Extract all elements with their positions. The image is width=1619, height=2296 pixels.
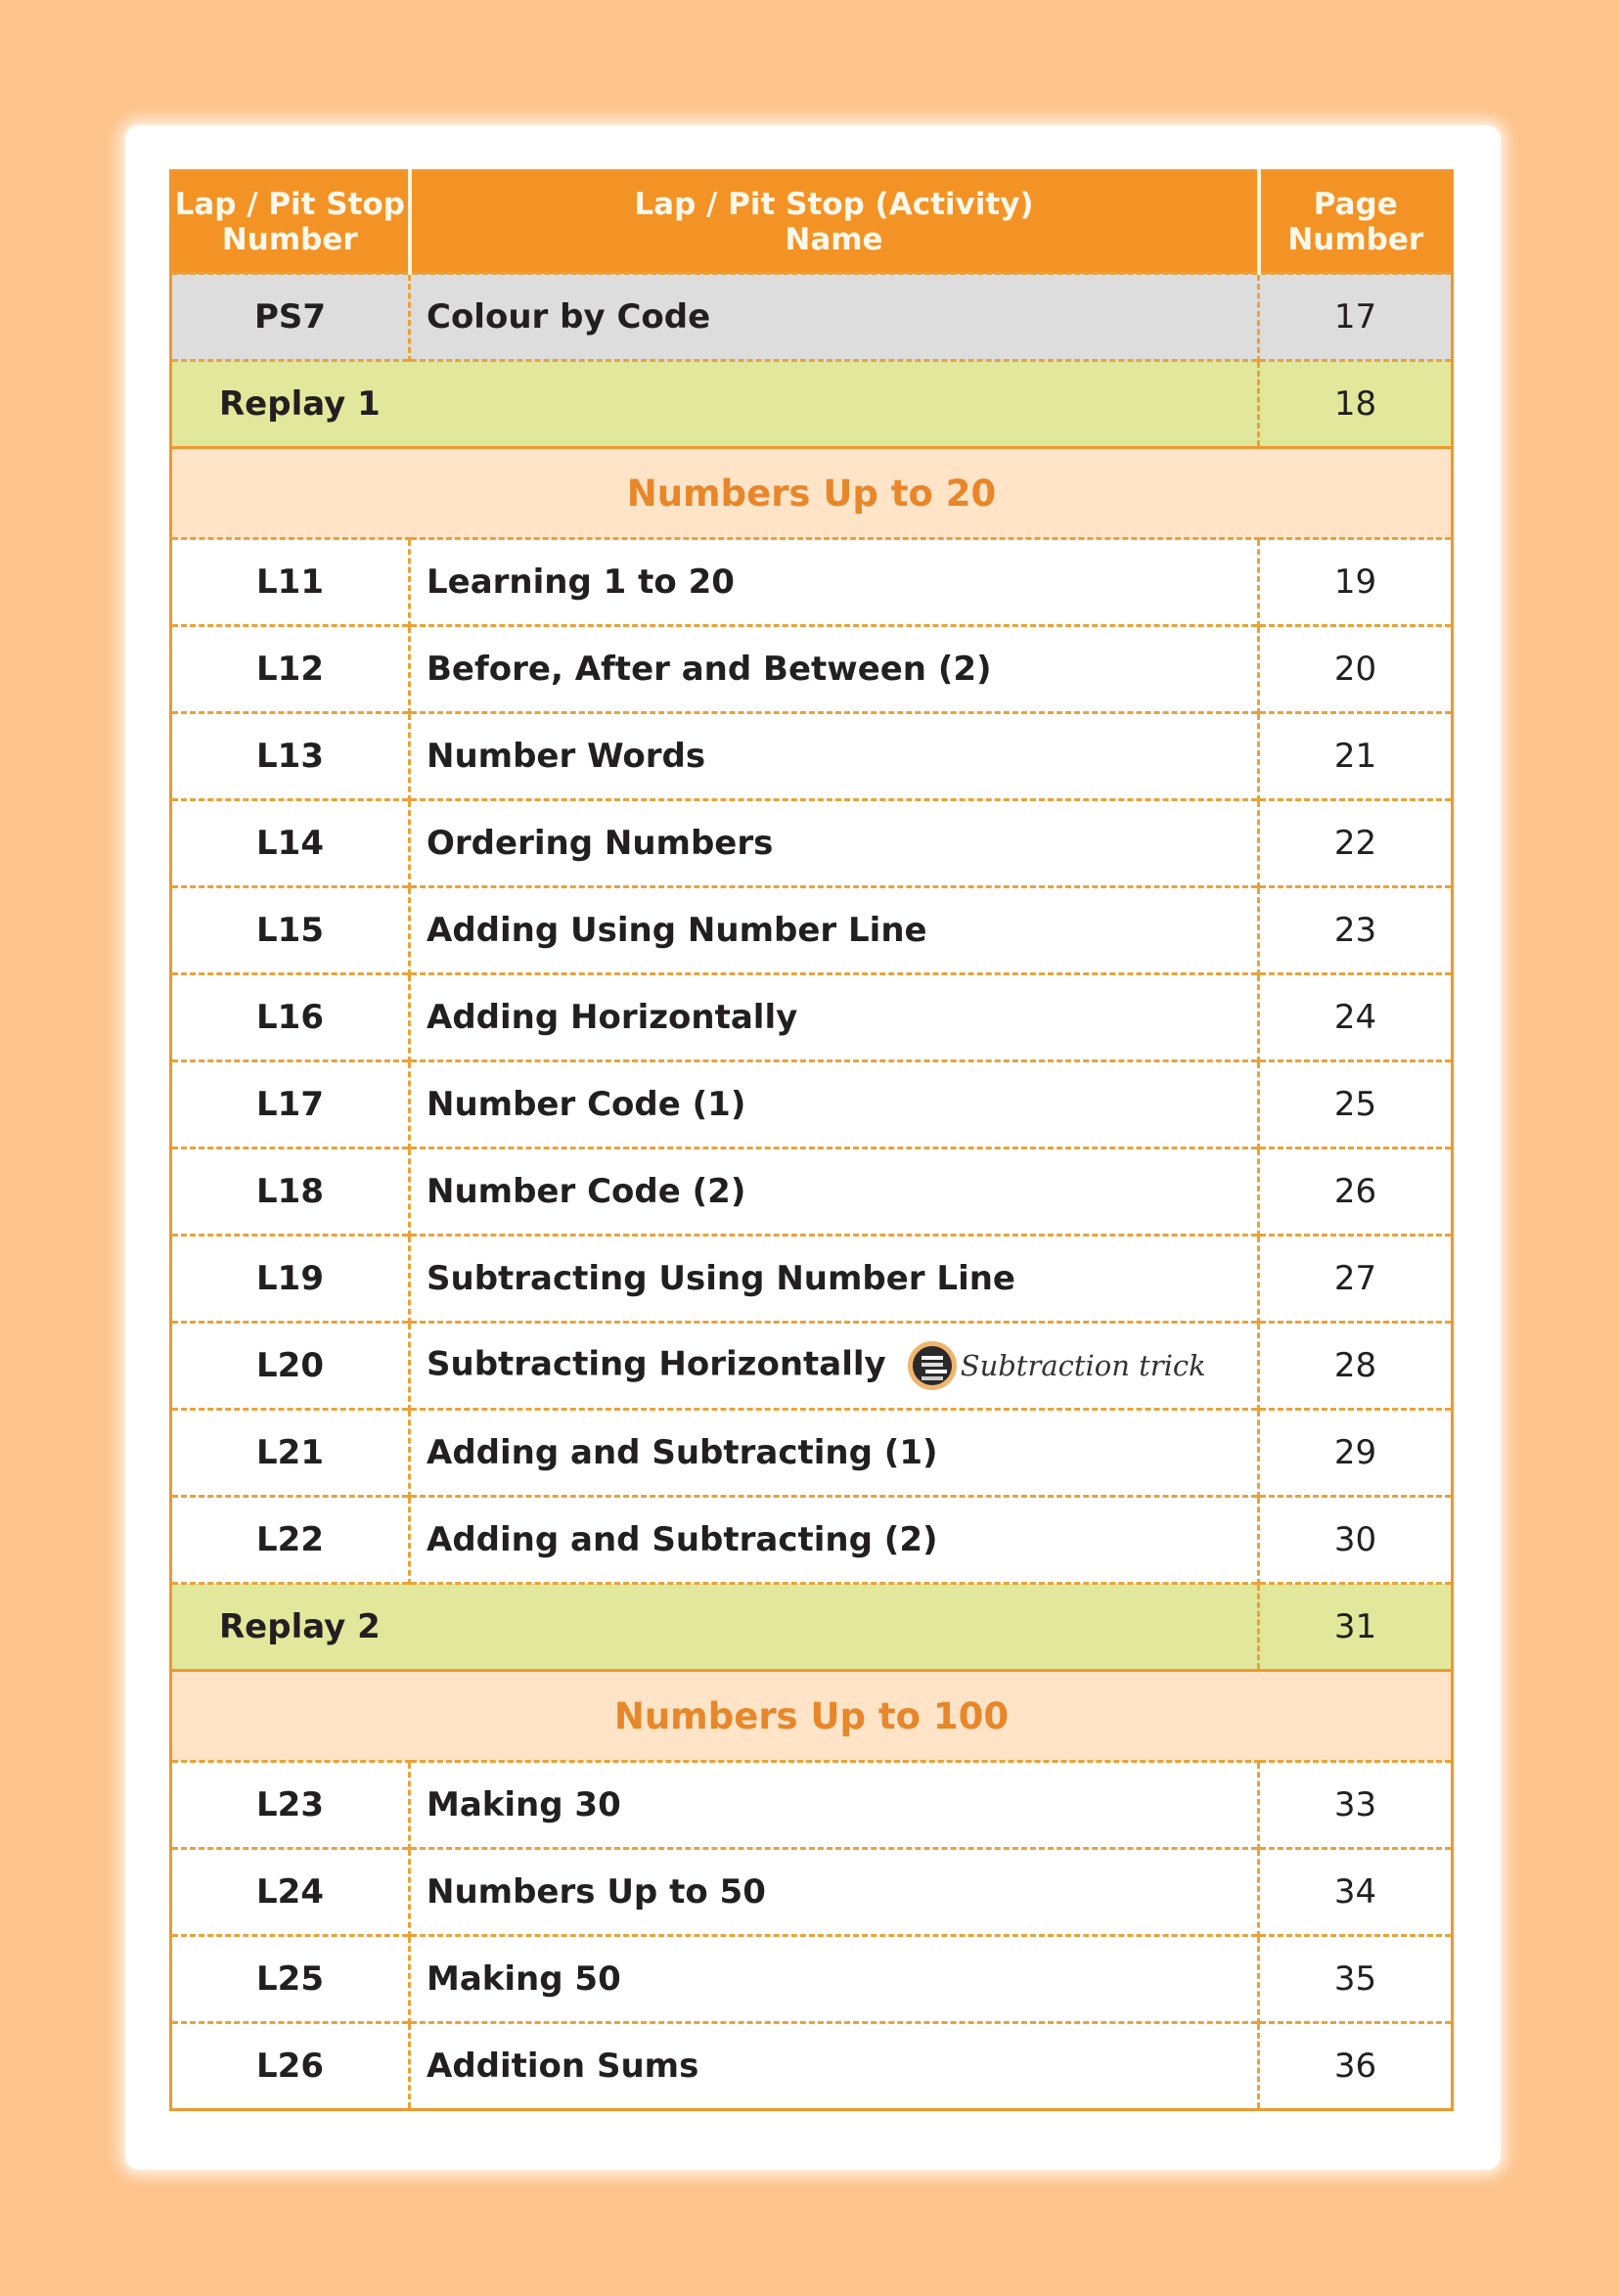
activity-name-cell	[410, 887, 1259, 974]
activity-name-cell	[410, 274, 1259, 361]
video-disc-icon	[908, 1341, 957, 1390]
replay-row	[171, 361, 1453, 448]
activity-name-cell	[410, 539, 1259, 626]
page-number: 30	[1259, 1497, 1453, 1584]
replay-label: Replay 2	[171, 1584, 1259, 1671]
page-number: 17	[1259, 274, 1453, 361]
activity-name: Adding Horizontally	[427, 998, 798, 1037]
lap-number: L24	[171, 1849, 410, 1936]
activity-name-cell	[410, 1323, 1259, 1410]
page-number: 33	[1259, 1762, 1453, 1849]
page-number: 35	[1259, 1936, 1453, 2023]
activity-name: Making 50	[427, 1959, 621, 1999]
page-number: 22	[1259, 800, 1453, 887]
lap-number: L22	[171, 1497, 410, 1584]
page-number: 27	[1259, 1236, 1453, 1323]
lap-number: L18	[171, 1148, 410, 1236]
activity-name: Number Code (1)	[427, 1085, 746, 1124]
activity-name: Adding and Subtracting (1)	[427, 1433, 938, 1472]
page-number: 18	[1259, 361, 1453, 448]
activity-name-cell	[410, 1497, 1259, 1584]
activity-name: Ordering Numbers	[427, 824, 774, 863]
table-header-row	[171, 171, 1453, 274]
lap-row	[171, 800, 1453, 887]
activity-name-cell	[410, 800, 1259, 887]
lap-row	[171, 539, 1453, 626]
contents-table	[169, 169, 1454, 2111]
lap-number: L20	[171, 1323, 410, 1410]
page-number: 34	[1259, 1849, 1453, 1936]
activity-name-cell	[410, 626, 1259, 713]
lap-number: L17	[171, 1061, 410, 1148]
page-number: 20	[1259, 626, 1453, 713]
activity-name-cell	[410, 1061, 1259, 1148]
activity-name: Addition Sums	[427, 2047, 699, 2086]
activity-name-cell	[410, 1148, 1259, 1236]
section-heading-row	[171, 1671, 1453, 1762]
subtraction-trick-link[interactable]	[908, 1341, 1206, 1390]
activity-name: Learning 1 to 20	[427, 563, 735, 602]
lap-number: L21	[171, 1410, 410, 1497]
table-body	[171, 274, 1453, 2110]
page-number: 25	[1259, 1061, 1453, 1148]
lap-row	[171, 626, 1453, 713]
lap-row	[171, 1849, 1453, 1936]
section-heading-row	[171, 448, 1453, 539]
lap-row	[171, 1323, 1453, 1410]
pitstop-row	[171, 274, 1453, 361]
lap-number: L14	[171, 800, 410, 887]
lap-row	[171, 2023, 1453, 2110]
activity-name: Before, After and Between (2)	[427, 650, 992, 689]
lap-row	[171, 1148, 1453, 1236]
lap-row	[171, 1236, 1453, 1323]
lap-number: L11	[171, 539, 410, 626]
lap-row	[171, 1936, 1453, 2023]
activity-name: Making 30	[427, 1785, 621, 1824]
lap-number: L25	[171, 1936, 410, 2023]
lap-number: L16	[171, 974, 410, 1061]
lap-number: L15	[171, 887, 410, 974]
page-number: 19	[1259, 539, 1453, 626]
subtraction-trick-label: Subtraction trick	[960, 1349, 1206, 1382]
replay-row	[171, 1584, 1453, 1671]
activity-name: Numbers Up to 50	[427, 1872, 766, 1912]
page-number: 36	[1259, 2023, 1453, 2110]
page-number: 24	[1259, 974, 1453, 1061]
lap-number: L12	[171, 626, 410, 713]
activity-name-cell	[410, 1410, 1259, 1497]
lap-row	[171, 1762, 1453, 1849]
page-number: 28	[1259, 1323, 1453, 1410]
page-number: 29	[1259, 1410, 1453, 1497]
activity-name: Number Words	[427, 737, 706, 776]
section-title: Numbers Up to 20	[171, 448, 1453, 539]
lap-number: L13	[171, 713, 410, 800]
lap-number: PS7	[171, 274, 410, 361]
lap-row	[171, 887, 1453, 974]
activity-name: Number Code (2)	[427, 1172, 746, 1211]
lap-row	[171, 1497, 1453, 1584]
section-title: Numbers Up to 100	[171, 1671, 1453, 1762]
page-number: 26	[1259, 1148, 1453, 1236]
page-number: 21	[1259, 713, 1453, 800]
activity-name: Subtracting Horizontally	[427, 1344, 886, 1384]
replay-label: Replay 1	[171, 361, 1259, 448]
lap-number: L26	[171, 2023, 410, 2110]
activity-name-cell	[410, 713, 1259, 800]
activity-name-cell	[410, 974, 1259, 1061]
activity-name-cell	[410, 1762, 1259, 1849]
lap-row	[171, 974, 1453, 1061]
lap-row	[171, 713, 1453, 800]
page-number: 31	[1259, 1584, 1453, 1671]
lap-number: L23	[171, 1762, 410, 1849]
activity-name: Adding Using Number Line	[427, 911, 927, 950]
activity-name-cell	[410, 1849, 1259, 1936]
activity-name-cell	[410, 1236, 1259, 1323]
header-page: Page Number	[1259, 171, 1453, 274]
activity-name-cell	[410, 1936, 1259, 2023]
lap-number: L19	[171, 1236, 410, 1323]
lap-row	[171, 1410, 1453, 1497]
activity-name-cell	[410, 2023, 1259, 2110]
activity-name: Subtracting Using Number Line	[427, 1259, 1015, 1298]
activity-name: Colour by Code	[427, 297, 711, 337]
header-number: Lap / Pit Stop Number	[171, 171, 410, 274]
lap-row	[171, 1061, 1453, 1148]
page-number: 23	[1259, 887, 1453, 974]
activity-name: Adding and Subtracting (2)	[427, 1520, 938, 1559]
header-name: Lap / Pit Stop (Activity) Name	[410, 171, 1259, 274]
